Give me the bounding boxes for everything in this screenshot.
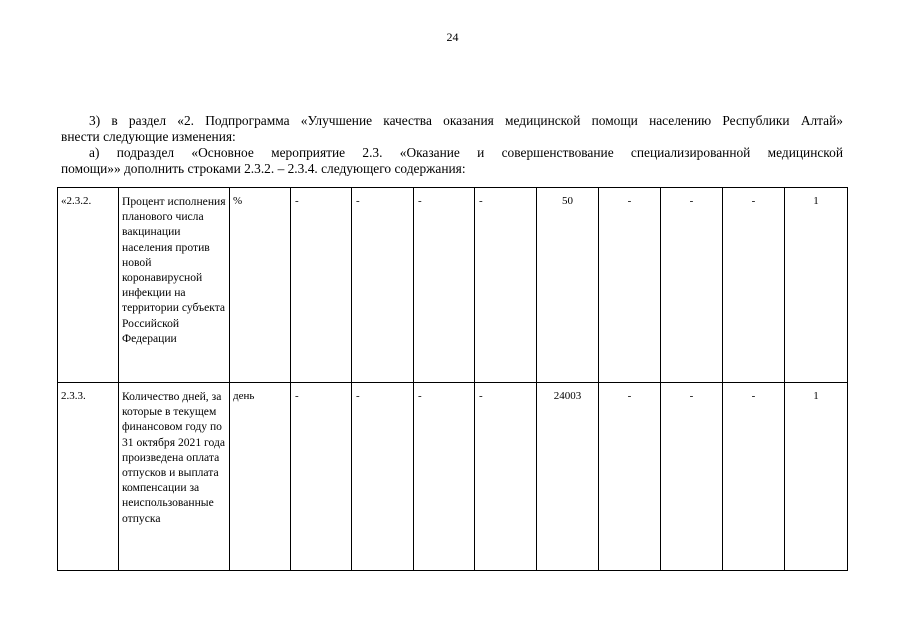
row-number-cell: 2.3.3. <box>58 383 119 571</box>
value-cell <box>414 383 475 571</box>
row-number-cell: «2.3.2. <box>58 188 119 383</box>
value-text: - <box>418 195 422 207</box>
value-cell <box>414 188 475 383</box>
value-text: - <box>295 390 299 402</box>
value-cell <box>291 188 352 383</box>
indicator-name-cell: Количество дней, за которые в текущем финансовом году по 31 октября 2021 года произведена оплата отпусков и выплата компенсации за неиспользованные отпуска <box>119 383 230 571</box>
indicator-name-cell: Процент исполнения планового числа вакцинации населения против новой коронавирусной инфекции на территории субъекта Российской Федерации <box>119 188 230 383</box>
value-text: - <box>479 195 483 207</box>
value-cell <box>475 188 537 383</box>
paragraph-line: а) подраздел «Основное мероприятие 2.3. «Оказание и совершенствование специализированной медицинской <box>89 145 843 160</box>
paragraph-line: помощи»» дополнить строками 2.3.2. – 2.3.4. следующего содержания: <box>61 161 466 176</box>
value-cell <box>352 188 414 383</box>
value-text: - <box>356 195 360 207</box>
value-cell: - <box>599 188 661 383</box>
value-cell: - <box>661 188 723 383</box>
paragraph-line: внести следующие изменения: <box>61 129 236 144</box>
value-text: - <box>295 195 299 207</box>
value-cell: 1 <box>785 188 848 383</box>
paragraph-line: 3) в раздел «2. Подпрограмма «Улучшение качества оказания медицинской помощи населению Республики Алтай» <box>89 113 843 128</box>
paragraph-subsection-a <box>61 145 843 177</box>
table-row <box>58 188 848 383</box>
value-cell: - <box>723 383 785 571</box>
value-text: - <box>356 390 360 402</box>
value-cell: - <box>661 383 723 571</box>
value-cell <box>291 383 352 571</box>
indicators-table <box>57 187 848 571</box>
value-cell <box>352 383 414 571</box>
body-text <box>61 113 843 177</box>
table-row <box>58 383 848 571</box>
unit-cell: % <box>230 188 291 383</box>
paragraph-section-3 <box>61 113 843 145</box>
value-cell: 50 <box>537 188 599 383</box>
value-cell: - <box>723 188 785 383</box>
value-text: - <box>479 390 483 402</box>
value-cell <box>475 383 537 571</box>
value-cell: - <box>599 383 661 571</box>
value-cell: 24003 <box>537 383 599 571</box>
unit-cell: день <box>230 383 291 571</box>
page-number: 24 <box>446 30 459 44</box>
value-cell: 1 <box>785 383 848 571</box>
value-text: - <box>418 390 422 402</box>
